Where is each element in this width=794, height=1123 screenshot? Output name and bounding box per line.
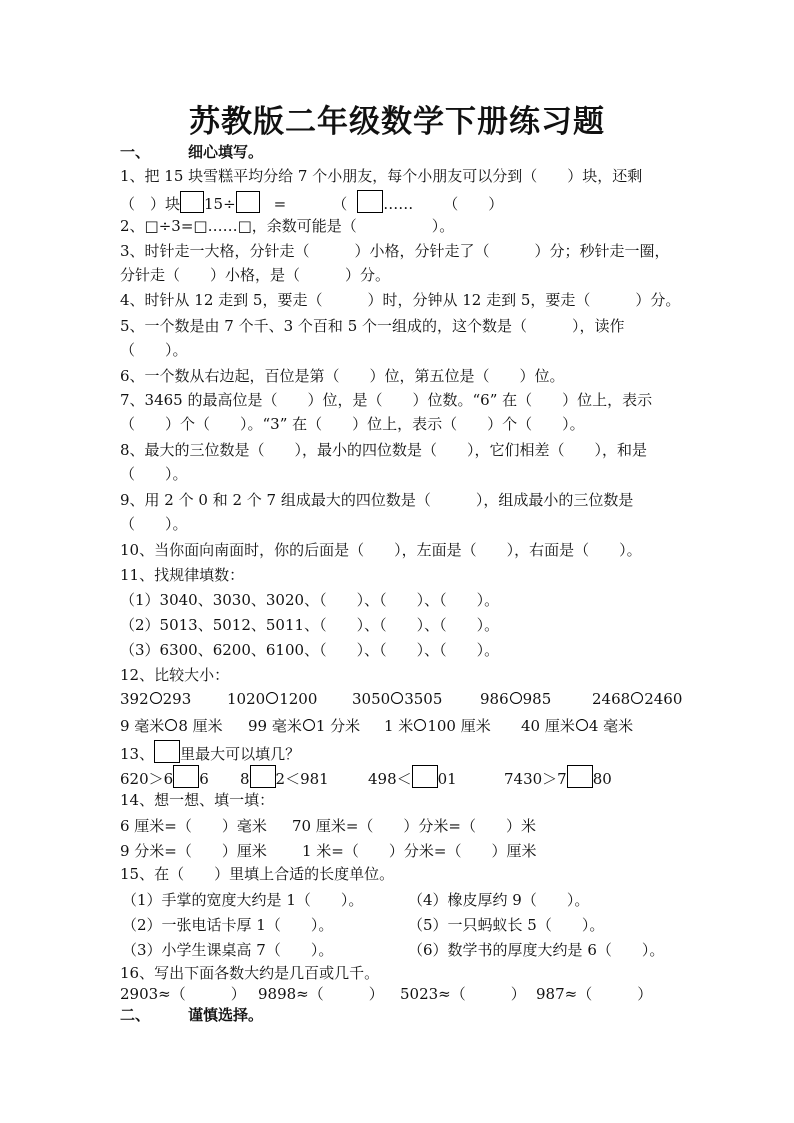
q12-heading: 12、比较大小： — [120, 666, 230, 684]
q14-line1-b: 70 厘米=（ ）分米=（ ）米 — [292, 817, 536, 835]
q12-compare-9 — [521, 715, 633, 736]
q5-line1: 5、一个数是由 7 个千、3 个百和 5 个一组成的，这个数是（ ），读作 — [120, 317, 625, 335]
q8-line2: （ ）。 — [120, 465, 188, 483]
q3-line2: 分针走（ ）小格，是（ ）分。 — [120, 266, 391, 284]
compare-circle[interactable] — [391, 692, 403, 704]
q15-item-2: （2）一张电话卡厚 1（ ）。 — [122, 916, 334, 934]
q14-line2-a: 9 分米=（ ）厘米 — [120, 842, 267, 860]
q12-right-value: 4 毫米 — [588, 717, 634, 735]
q12-compare-2 — [227, 690, 317, 708]
q9-line1: 9、用 2 个 0 和 2 个 7 组成最大的四位数是（ ），组成最小的三位数是 — [120, 491, 634, 509]
q11-heading: 11、找规律填数： — [120, 566, 245, 584]
q7-line2: （ ）个（ ）。“3” 在（ ）位上，表示（ ）个（ ）。 — [120, 415, 585, 433]
q6-line: 6、一个数从右边起，百位是第（ ）位，第五位是（ ）位。 — [120, 367, 565, 385]
q14-heading: 14、想一想、填一填： — [120, 791, 275, 809]
compare-circle[interactable] — [510, 692, 522, 704]
q13-item-1 — [120, 765, 209, 789]
q1-blank-left: （ ）块 — [120, 195, 181, 213]
q12-right-value: 100 厘米 — [427, 717, 491, 735]
q12-compare-3 — [352, 690, 442, 708]
q14-line1-a: 6 厘米=（ ）毫米 — [120, 817, 267, 835]
q12-left-value: 392 — [120, 690, 149, 708]
compare-circle[interactable] — [266, 692, 278, 704]
q15-item-6: （6）数学书的厚度大约是 6（ ）。 — [408, 941, 665, 959]
section-2-heading — [120, 1005, 680, 1025]
q13-example-box — [154, 740, 180, 763]
q8-line1: 8、最大的三位数是（ ），最小的四位数是（ ），它们相差（ ），和是 — [120, 441, 648, 459]
q1-line1: 1、把 15 块雪糕平均分给 7 个小朋友，每个小朋友可以分到（ ）块，还剩 — [120, 167, 643, 185]
q13-pre: 620＞6 — [120, 770, 174, 788]
q13-post: 6 — [199, 770, 209, 788]
q13-item-2 — [240, 765, 329, 789]
q13-post: 80 — [592, 770, 612, 788]
q12-right-value: 3505 — [404, 690, 443, 708]
q12-right-value: 293 — [162, 690, 192, 708]
q16-heading: 16、写出下面各数大约是几百或几千。 — [120, 964, 380, 982]
q1-remainder-blank: （ ） — [443, 195, 504, 213]
q12-left-value: 9 毫米 — [120, 717, 165, 735]
q9-line2: （ ）。 — [120, 515, 188, 533]
q2-line: 2、□÷3=□……□，余数可能是（ ）。 — [120, 217, 455, 235]
q12-compare-5 — [592, 690, 682, 708]
q1-answer-box[interactable] — [180, 191, 204, 213]
q13-label: 里最大可以填几？ — [180, 745, 301, 763]
q12-left-value: 3050 — [352, 690, 391, 708]
compare-circle[interactable] — [414, 719, 426, 731]
q13-pre: 498＜ — [368, 770, 412, 788]
q11-item-3: （3）6300、6200、6100、（ ）、（ ）、（ ）。 — [120, 641, 500, 659]
q12-right-value: 1 分米 — [315, 717, 361, 735]
q13-pre: 7430＞7 — [504, 770, 567, 788]
q13-post: 01 — [437, 770, 457, 788]
q12-compare-4 — [480, 690, 551, 708]
q12-compare-8 — [384, 715, 491, 736]
q11-item-2: （2）5013、5012、5011、（ ）、（ ）、（ ）。 — [120, 616, 500, 634]
q12-compare-1 — [120, 690, 191, 708]
page-title: 苏教版二年级数学下册练习题 — [189, 104, 605, 140]
q15-item-3: （3）小学生课桌高 7（ ）。 — [122, 941, 334, 959]
q14-line2-b: 1 米=（ ）分米=（ ）厘米 — [302, 842, 537, 860]
q10-line: 10、当你面向南面时，你的后面是（ ），左面是（ ），右面是（ ）。 — [120, 541, 642, 559]
q7-line1: 7、3465 的最高位是（ ）位，是（ ）位数。“6” 在（ ）位上，表示 — [120, 391, 653, 409]
q11-item-1: （1）3040、3030、3020、（ ）、（ ）、（ ）。 — [120, 591, 500, 609]
q12-right-value: 1200 — [279, 690, 318, 708]
q12-right-value: 2460 — [644, 690, 683, 708]
q12-compare-6 — [120, 715, 223, 736]
q12-left-value: 40 厘米 — [521, 717, 575, 735]
q3-line1: 3、时针走一大格，分针走（ ）小格，分针走了（ ）分；秒针走一圈， — [120, 242, 670, 260]
section-1-number: 一、 — [120, 143, 151, 161]
q15-heading: 15、在（ ）里填上合适的长度单位。 — [120, 865, 395, 883]
q15-item-4: （4）橡皮厚约 9（ ）。 — [408, 891, 590, 909]
q13-digit-box[interactable] — [250, 765, 276, 788]
q12-compare-7 — [248, 715, 360, 736]
q1-line2 — [120, 190, 680, 214]
q15-item-1: （1）手掌的宽度大约是 1（ ）。 — [122, 891, 364, 909]
compare-circle[interactable] — [165, 719, 177, 731]
section-1-label: 细心填写。 — [188, 143, 264, 161]
q12-right-value: 985 — [522, 690, 552, 708]
q12-left-value: 1020 — [227, 690, 266, 708]
q13-heading — [120, 740, 680, 764]
q13-pre: 8 — [240, 770, 250, 788]
section-2-label: 谨慎选择。 — [188, 1006, 264, 1024]
q16-item-2: 9898≈（ ） — [258, 985, 384, 1003]
q16-item-3: 5023≈（ ） — [400, 985, 526, 1003]
q1-ellipsis: …… — [383, 195, 414, 213]
q12-left-value: 99 毫米 — [248, 717, 302, 735]
q1-divisor-box[interactable] — [236, 191, 260, 213]
compare-circle[interactable] — [576, 719, 588, 731]
q16-item-1: 2903≈（ ） — [120, 985, 246, 1003]
q1-quotient-box[interactable] — [357, 190, 383, 213]
compare-circle[interactable] — [150, 692, 162, 704]
compare-circle[interactable] — [303, 719, 315, 731]
q1-division: 15÷ — [204, 195, 236, 213]
q13-digit-box[interactable] — [412, 765, 438, 788]
section-1-heading — [120, 142, 680, 162]
q13-post: 2＜981 — [275, 770, 329, 788]
q1-paren-open: （ — [332, 195, 348, 213]
q12-right-value: 8 厘米 — [178, 717, 223, 735]
q13-digit-box[interactable] — [173, 765, 199, 788]
q12-left-value: 986 — [480, 690, 509, 708]
q1-equals: = — [273, 195, 287, 213]
q15-item-5: （5）一只蚂蚁长 5（ ）。 — [408, 916, 605, 934]
compare-circle[interactable] — [631, 692, 643, 704]
q4-line: 4、时针从 12 走到 5，要走（ ）时，分钟从 12 走到 5，要走（ ）分。 — [120, 291, 681, 309]
q13-digit-box[interactable] — [567, 765, 593, 788]
q16-item-4: 987≈（ ） — [536, 985, 653, 1003]
q13-number: 13、 — [120, 745, 155, 763]
section-2-number: 二、 — [120, 1006, 151, 1024]
q12-left-value: 2468 — [592, 690, 631, 708]
q5-line2: （ ）。 — [120, 341, 188, 359]
q13-item-3 — [368, 765, 457, 789]
q13-item-4 — [504, 765, 612, 789]
q12-left-value: 1 米 — [384, 717, 414, 735]
